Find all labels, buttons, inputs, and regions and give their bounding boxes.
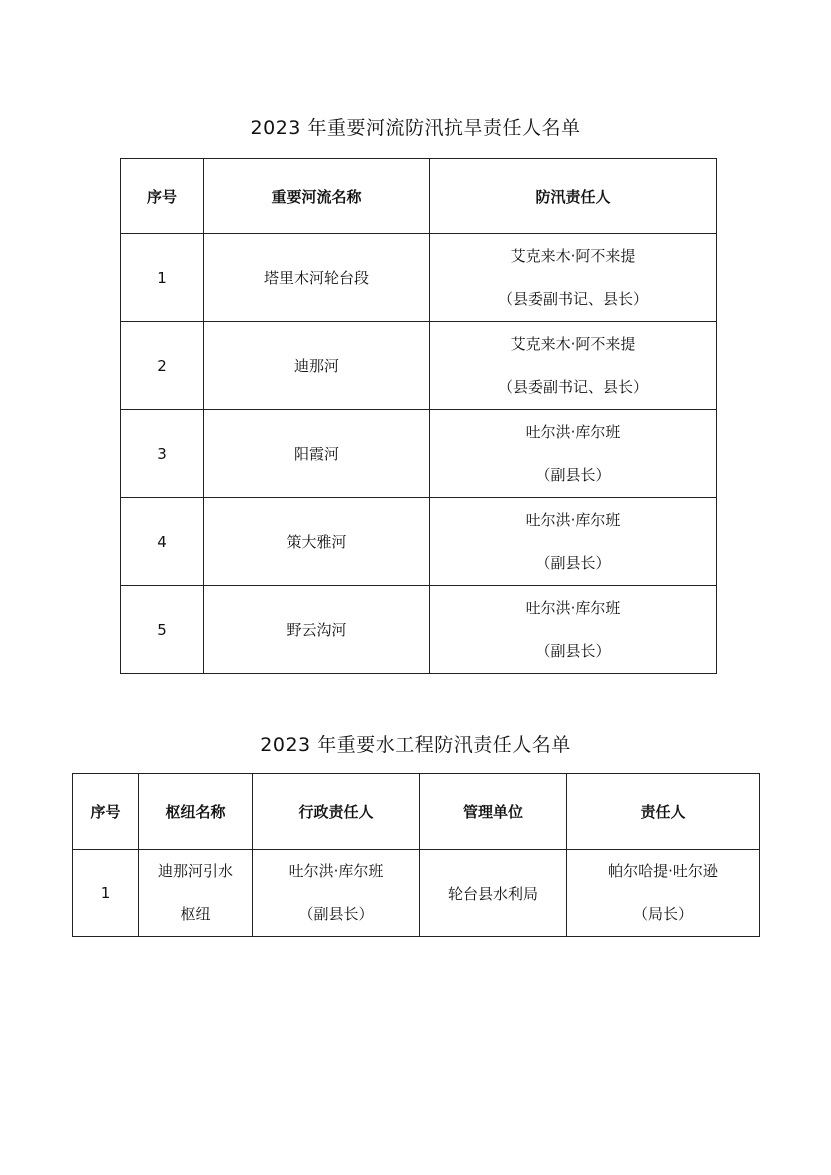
header-serial: 序号 [121,159,204,234]
person-name: 吐尔洪·库尔班 [525,510,621,529]
table-row [121,234,717,322]
table-row [121,322,717,410]
table-header-row [73,774,760,850]
header-hub-name: 枢纽名称 [139,774,253,850]
cell-person [430,410,717,498]
cell-management-unit: 轮台县水利局 [420,850,567,937]
cell-person [430,322,717,410]
cell-serial: 2 [121,322,204,410]
cell-person [430,586,717,674]
cell-river: 野云沟河 [204,586,430,674]
cell-responsible-person [567,850,760,937]
person-name: 艾克来木·阿不来提 [510,334,636,353]
header-management-unit: 管理单位 [420,774,567,850]
cell-serial: 1 [121,234,204,322]
water-project-table-title: 2023 年重要水工程防汛责任人名单 [260,734,571,756]
cell-admin-person [253,850,420,937]
cell-serial: 1 [73,850,139,937]
header-river-name: 重要河流名称 [204,159,430,234]
header-serial: 序号 [73,774,139,850]
header-responsible-person: 责任人 [567,774,760,850]
table-row [73,850,760,937]
person-role: （副县长） [535,553,611,572]
responsible-person-role: （局长） [632,905,693,923]
person-role: （副县长） [535,641,611,660]
table-header-row [121,159,717,234]
cell-serial: 3 [121,410,204,498]
cell-serial: 5 [121,586,204,674]
cell-river: 塔里木河轮台段 [204,234,430,322]
table-row [121,410,717,498]
cell-river: 策大雅河 [204,498,430,586]
person-role: （县委副书记、县长） [497,377,648,396]
cell-person [430,234,717,322]
person-role: （县委副书记、县长） [497,289,648,308]
cell-serial: 4 [121,498,204,586]
cell-river: 迪那河 [204,322,430,410]
table-row [121,586,717,674]
admin-person-name: 吐尔洪·库尔班 [288,862,384,880]
header-admin-person: 行政责任人 [253,774,420,850]
person-name: 艾克来木·阿不来提 [510,246,636,265]
person-name: 吐尔洪·库尔班 [525,598,621,617]
river-responsibility-table [120,158,717,674]
river-table-title: 2023 年重要河流防汛抗旱责任人名单 [250,117,581,139]
person-name: 吐尔洪·库尔班 [525,422,621,441]
table-row [121,498,717,586]
cell-person [430,498,717,586]
cell-hub-name [139,850,253,937]
hub-name-line2: 枢纽 [180,905,211,923]
responsible-person-name: 帕尔哈提·吐尔逊 [608,862,718,880]
water-project-responsibility-table [72,773,760,937]
header-flood-person: 防汛责任人 [430,159,717,234]
admin-person-role: （副县长） [298,905,374,923]
hub-name-line1: 迪那河引水 [157,862,233,880]
person-role: （副县长） [535,465,611,484]
cell-river: 阳霞河 [204,410,430,498]
